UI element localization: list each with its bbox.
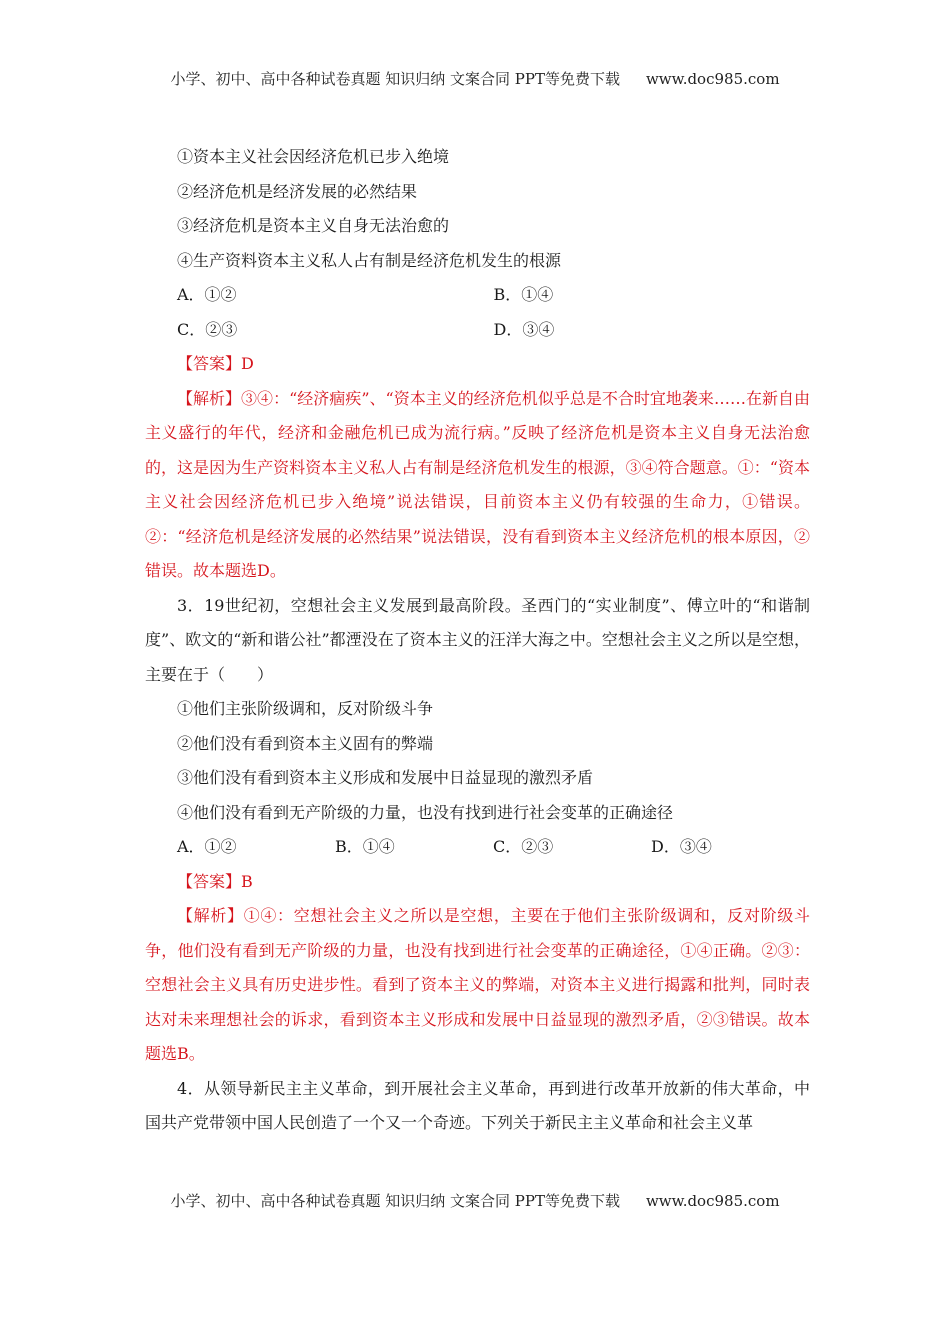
q2-statement-4: ④生产资料资本主义私人占有制是经济危机发生的根源 <box>177 250 562 270</box>
q2-statement-1: ①资本主义社会因经济危机已步入绝境 <box>177 147 450 166</box>
q3-option-a: A．①② <box>177 837 237 856</box>
document-body <box>145 140 810 1141</box>
page-header <box>0 68 950 89</box>
q3-statement-4: ④他们没有看到无产阶级的力量，也没有找到进行社会变革的正确途径 <box>177 802 674 822</box>
q3-analysis: 【解析】①④：空想社会主义之所以是空想，主要在于他们主张阶级调和，反对阶级斗争，他们没有看到无产阶级的力量，也没有找到进行社会变革的正确途径，①④正确。②③：空想社会主义具有历史进步性。看到了资本主义的弊端，对资本主义进行揭露和批判，同时表达对未来理想社会的诉求，看到资本主义形成和发展中日益显现的激烈矛盾，②③错误。故本题选B。 <box>145 906 810 1063</box>
q2-option-a: A．①② <box>177 285 237 304</box>
header-text: 小学、初中、高中各种试卷真题 知识归纳 文案合同 PPT等免费下载 <box>170 70 620 88</box>
q3-statement-3: ③他们没有看到资本主义形成和发展中日益显现的激烈矛盾 <box>177 768 594 787</box>
question-4 <box>145 1072 810 1141</box>
q2-answer: 【答案】D <box>177 354 254 373</box>
q3-options-row <box>145 830 810 865</box>
q3-stem: 3．19世纪初，空想社会主义发展到最高阶段。圣西门的“实业制度”、傅立叶的“和谐制度”、欧文的“新和谐公社”都湮没在了资本主义的汪洋大海之中。空想社会主义之所以是空想，主要在于（ ） <box>145 595 810 684</box>
q2-analysis: 【解析】③④：“经济痼疾”、“资本主义的经济危机似乎总是不合时宜地袭来……在新自由主义盛行的年代，经济和金融危机已成为流行病。”反映了经济危机是资本主义自身无法治愈的，这是因为生产资料资本主义私人占有制是经济危机发生的根源，③④符合题意。①：“资本主义社会因经济危机已步入绝境”说法错误，目前资本主义仍有较强的生命力，①错误。②：“经济危机是经济发展的必然结果”说法错误，没有看到资本主义经济危机的根本原因，②错误。故本题选D。 <box>145 388 810 580</box>
q2-option-d: D．③④ <box>493 319 555 339</box>
q3-answer: 【答案】B <box>177 871 253 891</box>
q2-option-c: C．②③ <box>177 319 238 339</box>
q3-statement-2: ②他们没有看到资本主义固有的弊端 <box>177 733 434 753</box>
q4-stem: 4．从领导新民主主义革命，到开展社会主义革命，再到进行改革开放新的伟大革命，中国共产党带领中国人民创造了一个又一个奇迹。下列关于新民主主义革命和社会主义革 <box>145 1078 810 1132</box>
q3-option-d: D．③④ <box>651 837 712 856</box>
q3-option-b: B．①④ <box>335 837 395 856</box>
q2-option-b: B．①④ <box>493 285 554 304</box>
header-site: www.doc985.com <box>645 70 780 88</box>
footer-text: 小学、初中、高中各种试卷真题 知识归纳 文案合同 PPT等免费下载 <box>170 1192 620 1210</box>
q2-options-row-2 <box>145 313 810 348</box>
q3-option-c: C．②③ <box>493 837 554 856</box>
q2-statement-2: ②经济危机是经济发展的必然结果 <box>177 181 418 201</box>
footer-site: www.doc985.com <box>645 1192 780 1210</box>
q2-options-row-1 <box>145 278 810 313</box>
q2-statement-3: ③经济危机是资本主义自身无法治愈的 <box>177 216 450 235</box>
q3-statement-1: ①他们主张阶级调和，反对阶级斗争 <box>177 699 434 718</box>
question-3 <box>145 589 810 1072</box>
question-2 <box>145 140 810 589</box>
page-footer <box>0 1190 950 1211</box>
